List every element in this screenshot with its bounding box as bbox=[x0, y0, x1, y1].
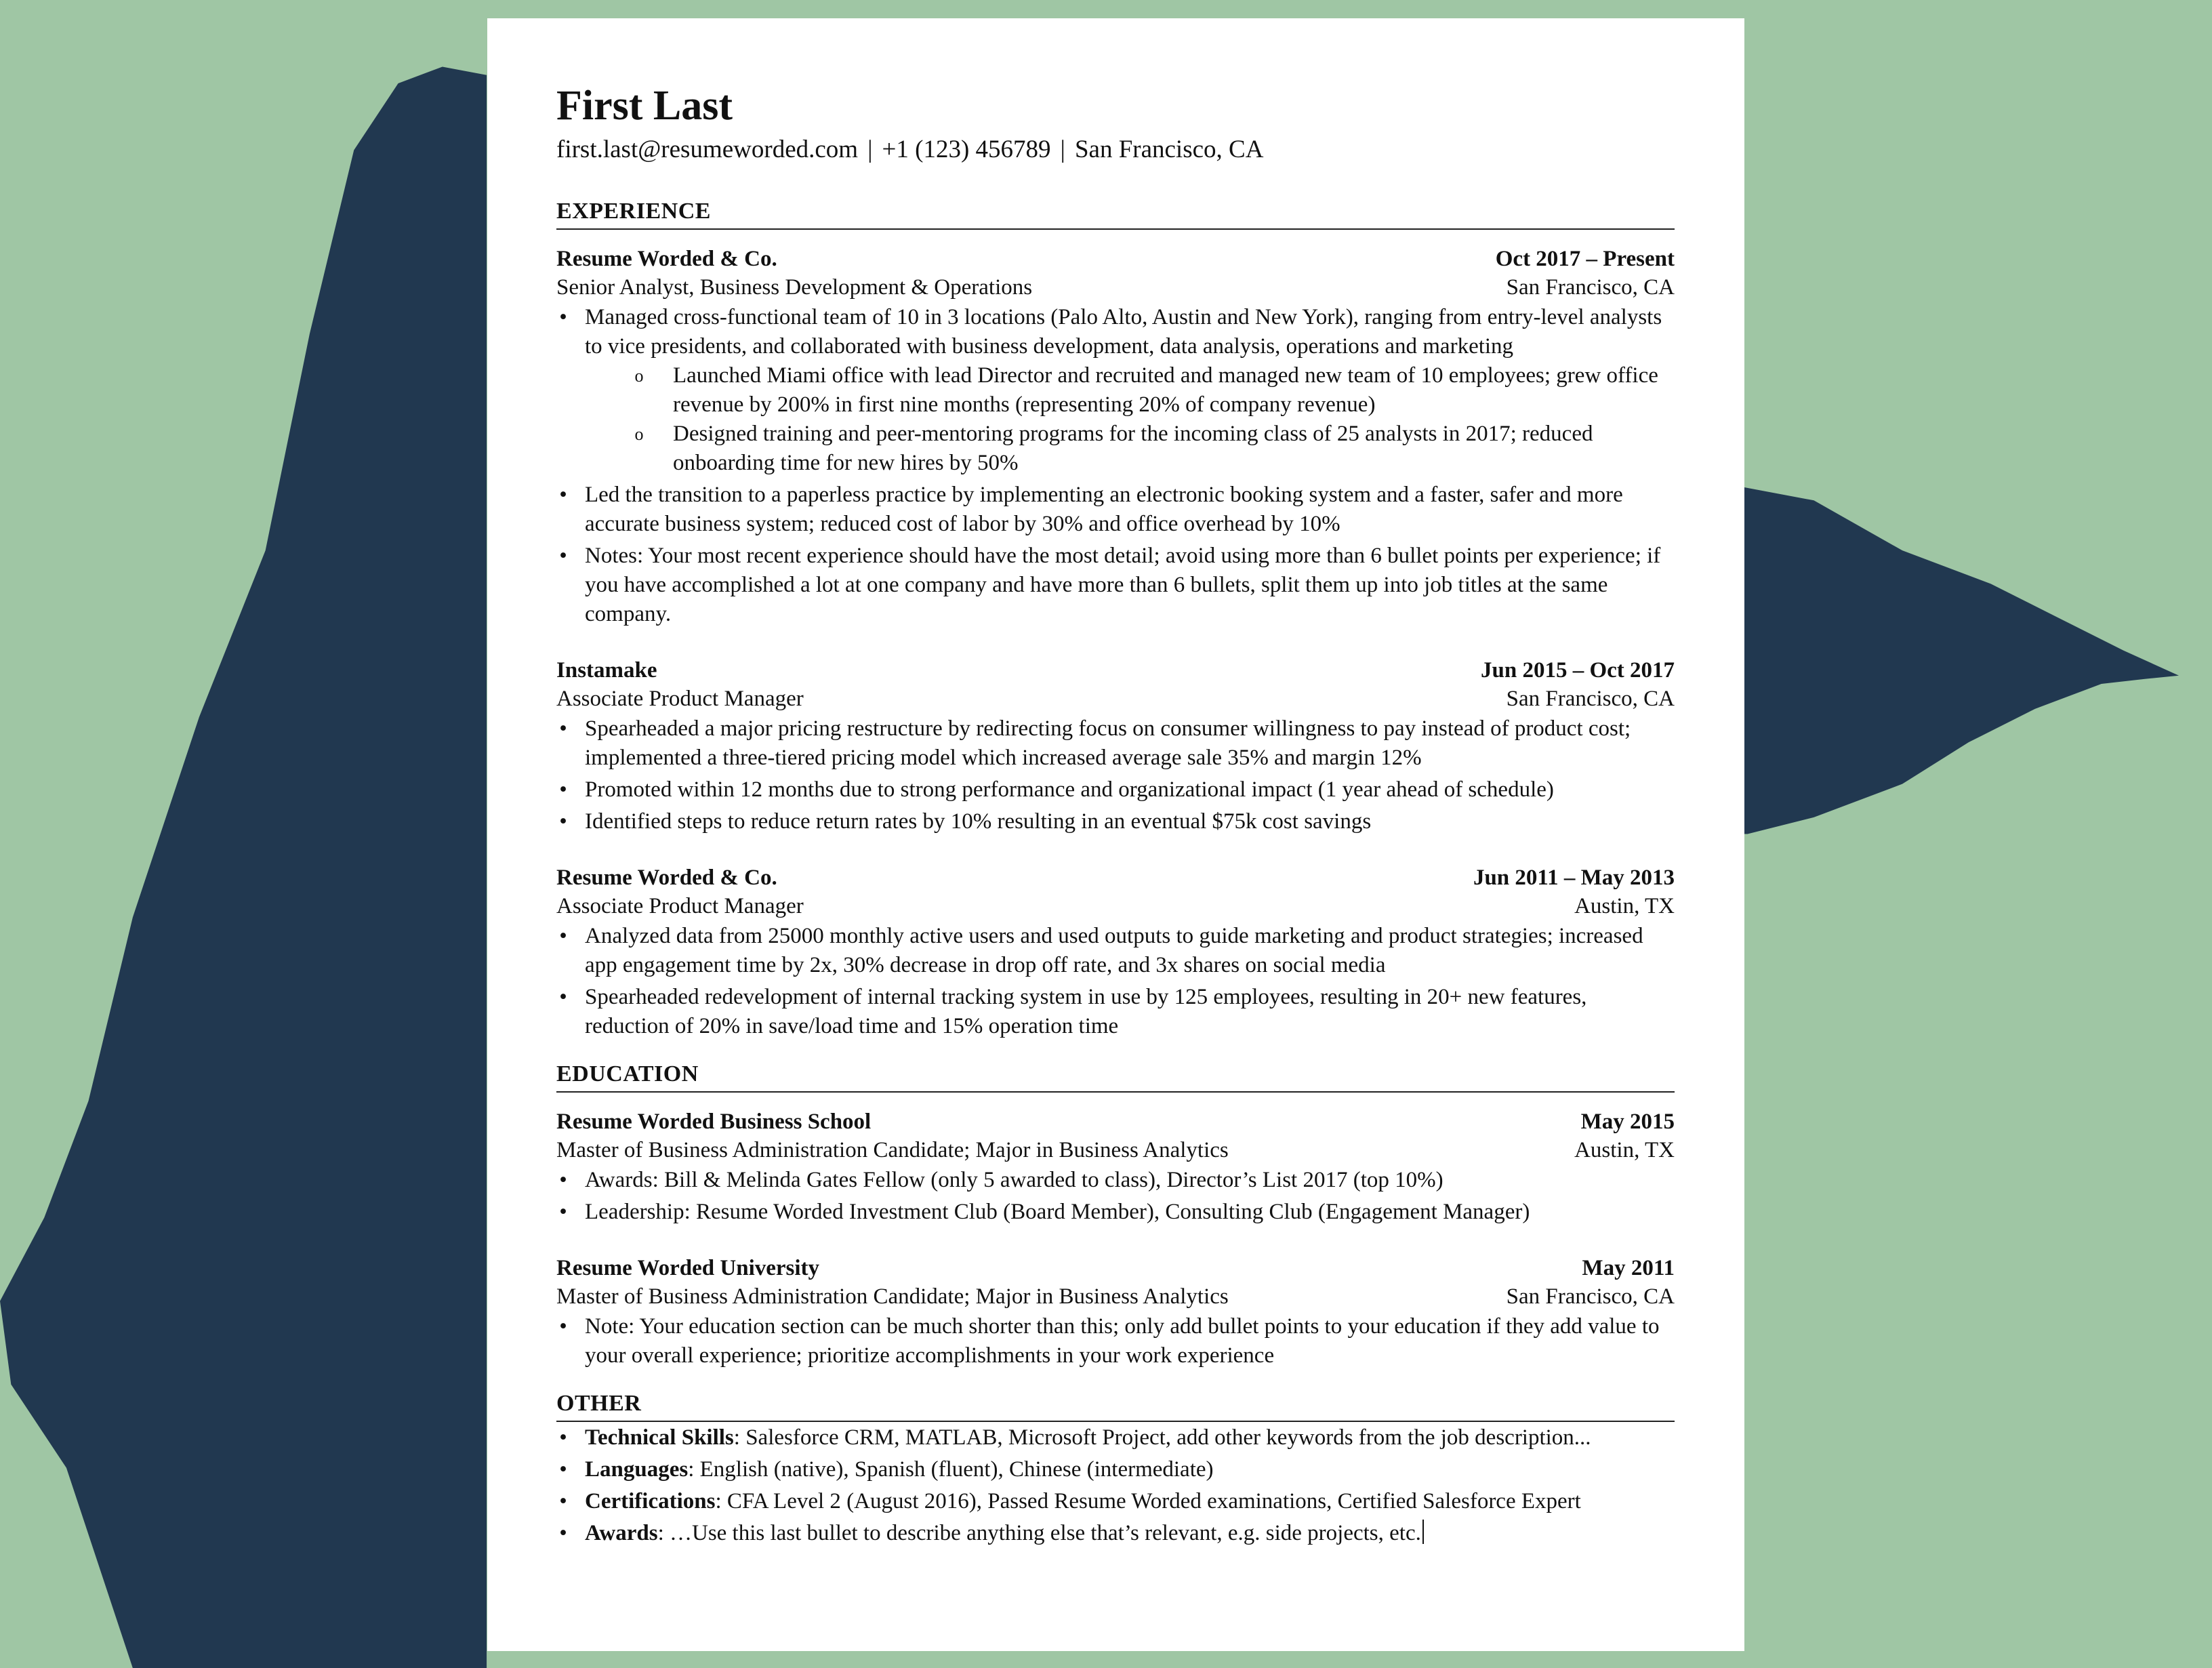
other-item bbox=[585, 1423, 1675, 1452]
experience-entry bbox=[556, 245, 1675, 629]
entry-header-row bbox=[556, 245, 1675, 273]
bullet-item: • Promoted within 12 months due to strong performance and organizational impact (1 year ahead of schedule) bbox=[585, 775, 1675, 805]
other-list bbox=[556, 1423, 1675, 1548]
graduation-date: May 2011 bbox=[1582, 1256, 1675, 1281]
bullet-item: • Identified steps to reduce return rates by 10% resulting in an eventual $75k cost savings bbox=[585, 807, 1675, 836]
other-item bbox=[585, 1487, 1675, 1516]
experience-entry bbox=[556, 656, 1675, 836]
text-cursor bbox=[1422, 1520, 1424, 1544]
school-name: Resume Worded Business School bbox=[556, 1110, 872, 1135]
job-location: San Francisco, CA bbox=[1506, 687, 1675, 712]
bullet-list bbox=[556, 1312, 1675, 1370]
other-text: : Salesforce CRM, MATLAB, Microsoft Project, add other keywords from the job description... bbox=[733, 1425, 1591, 1450]
job-dates: Oct 2017 – Present bbox=[1495, 247, 1675, 272]
contact-separator: | bbox=[867, 136, 873, 164]
bullet-item: • Analyzed data from 25000 monthly active users and used outputs to guide marketing and product strategies; increased app engagement time by 2x, 30% decrease in drop off rate, and 3x shares on social media bbox=[585, 922, 1675, 980]
bullet-list bbox=[556, 303, 1675, 629]
bullet-item: • Awards: Bill & Melinda Gates Fellow (only 5 awarded to class), Director’s List 2017 (top 10%) bbox=[585, 1166, 1675, 1195]
sub-bullet-item: o Designed training and peer-mentoring programs for the incoming class of 25 analysts in 2017; reduced onboarding time for new hires by 50% bbox=[673, 420, 1675, 478]
contact-phone: +1 (123) 456789 bbox=[882, 136, 1051, 164]
section-title-education: EDUCATION bbox=[556, 1061, 1675, 1093]
other-text: : CFA Level 2 (August 2016), Passed Resume Worded examinations, Certified Salesforce Expert bbox=[715, 1489, 1581, 1514]
company-name: Resume Worded & Co. bbox=[556, 866, 777, 891]
candidate-name: First Last bbox=[556, 83, 733, 129]
job-dates: Jun 2011 – May 2013 bbox=[1473, 866, 1675, 891]
job-location: Austin, TX bbox=[1574, 894, 1675, 919]
company-name: Resume Worded & Co. bbox=[556, 247, 777, 272]
entry-subheader-row bbox=[556, 1136, 1675, 1164]
contact-separator: | bbox=[1060, 136, 1065, 164]
entry-subheader-row bbox=[556, 273, 1675, 302]
entry-header-row bbox=[556, 1107, 1675, 1136]
bullet-list bbox=[556, 714, 1675, 836]
bullet-text: Managed cross-functional team of 10 in 3 locations (Palo Alto, Austin and New York), ranging from entry-level analysts to vice presidents, and collaborated with business development, data analysis, operations and marketing bbox=[585, 305, 1662, 359]
section-title-experience: EXPERIENCE bbox=[556, 199, 1675, 230]
bullet-item: • Spearheaded redevelopment of internal tracking system in use by 125 employees, resulting in 20+ new features, reduction of 20% in save/load time and 15% operation time bbox=[585, 983, 1675, 1041]
degree: Master of Business Administration Candidate; Major in Business Analytics bbox=[556, 1284, 1229, 1309]
bullet-item: • Led the transition to a paperless practice by implementing an electronic booking system and a faster, safer and more accurate business system; reduced cost of labor by 30% and office overhead by 10% bbox=[585, 481, 1675, 539]
sub-bullet-list bbox=[585, 361, 1675, 478]
entry-header-row bbox=[556, 863, 1675, 892]
other-text: : English (native), Spanish (fluent), Chinese (intermediate) bbox=[688, 1457, 1214, 1482]
other-label: Awards bbox=[585, 1521, 658, 1546]
bullet-item: • Note: Your education section can be much shorter than this; only add bullet points to your education if they add value to your overall experience; prioritize accomplishments in your work experience bbox=[585, 1312, 1675, 1370]
job-role: Senior Analyst, Business Development & Operations bbox=[556, 275, 1033, 300]
job-location: San Francisco, CA bbox=[1506, 275, 1675, 300]
entry-header-row bbox=[556, 656, 1675, 685]
contact-line bbox=[556, 134, 1675, 166]
other-label: Languages bbox=[585, 1457, 689, 1482]
job-dates: Jun 2015 – Oct 2017 bbox=[1480, 658, 1675, 683]
bullet-list bbox=[556, 1166, 1675, 1227]
other-label: Technical Skills bbox=[585, 1425, 734, 1450]
school-location: Austin, TX bbox=[1574, 1138, 1675, 1163]
entry-subheader-row bbox=[556, 1282, 1675, 1311]
contact-email: first.last@resumeworded.com bbox=[556, 136, 859, 164]
section-title-other: OTHER bbox=[556, 1391, 1675, 1422]
entry-header-row bbox=[556, 1254, 1675, 1282]
other-text: : …Use this last bullet to describe anything else that’s relevant, e.g. side projects, etc. bbox=[657, 1521, 1421, 1546]
resume-content bbox=[556, 81, 1675, 1551]
school-name: Resume Worded University bbox=[556, 1256, 820, 1281]
other-label: Certifications bbox=[585, 1489, 716, 1514]
resume-page bbox=[487, 18, 1744, 1651]
education-entry bbox=[556, 1107, 1675, 1227]
bullet-item: • Notes: Your most recent experience should have the most detail; avoid using more than 6 bullet points per experience; if you have accomplished a lot at one company and have more than 6 bullets, split them up into job titles at the same company. bbox=[585, 542, 1675, 629]
bullet-item: • Leadership: Resume Worded Investment Club (Board Member), Consulting Club (Engagement Manager) bbox=[585, 1198, 1675, 1227]
school-location: San Francisco, CA bbox=[1506, 1284, 1675, 1309]
degree: Master of Business Administration Candidate; Major in Business Analytics bbox=[556, 1138, 1229, 1163]
bullet-list bbox=[556, 922, 1675, 1041]
other-item bbox=[585, 1519, 1675, 1548]
bullet-item bbox=[585, 303, 1675, 478]
entry-subheader-row bbox=[556, 892, 1675, 920]
other-item bbox=[585, 1455, 1675, 1484]
education-entry bbox=[556, 1254, 1675, 1370]
sub-bullet-item: o Launched Miami office with lead Director and recruited and managed new team of 10 employees; grew office revenue by 200% in first nine months (representing 20% of company revenue) bbox=[673, 361, 1675, 420]
experience-entry bbox=[556, 863, 1675, 1041]
contact-location: San Francisco, CA bbox=[1074, 136, 1264, 164]
bullet-item: • Spearheaded a major pricing restructure by redirecting focus on consumer willingness to pay instead of product cost; implemented a three-tiered pricing model which increased average sale 35% and margin 12% bbox=[585, 714, 1675, 773]
company-name: Instamake bbox=[556, 658, 657, 683]
job-role: Associate Product Manager bbox=[556, 894, 804, 919]
graduation-date: May 2015 bbox=[1580, 1110, 1675, 1135]
entry-subheader-row bbox=[556, 685, 1675, 713]
job-role: Associate Product Manager bbox=[556, 687, 804, 712]
